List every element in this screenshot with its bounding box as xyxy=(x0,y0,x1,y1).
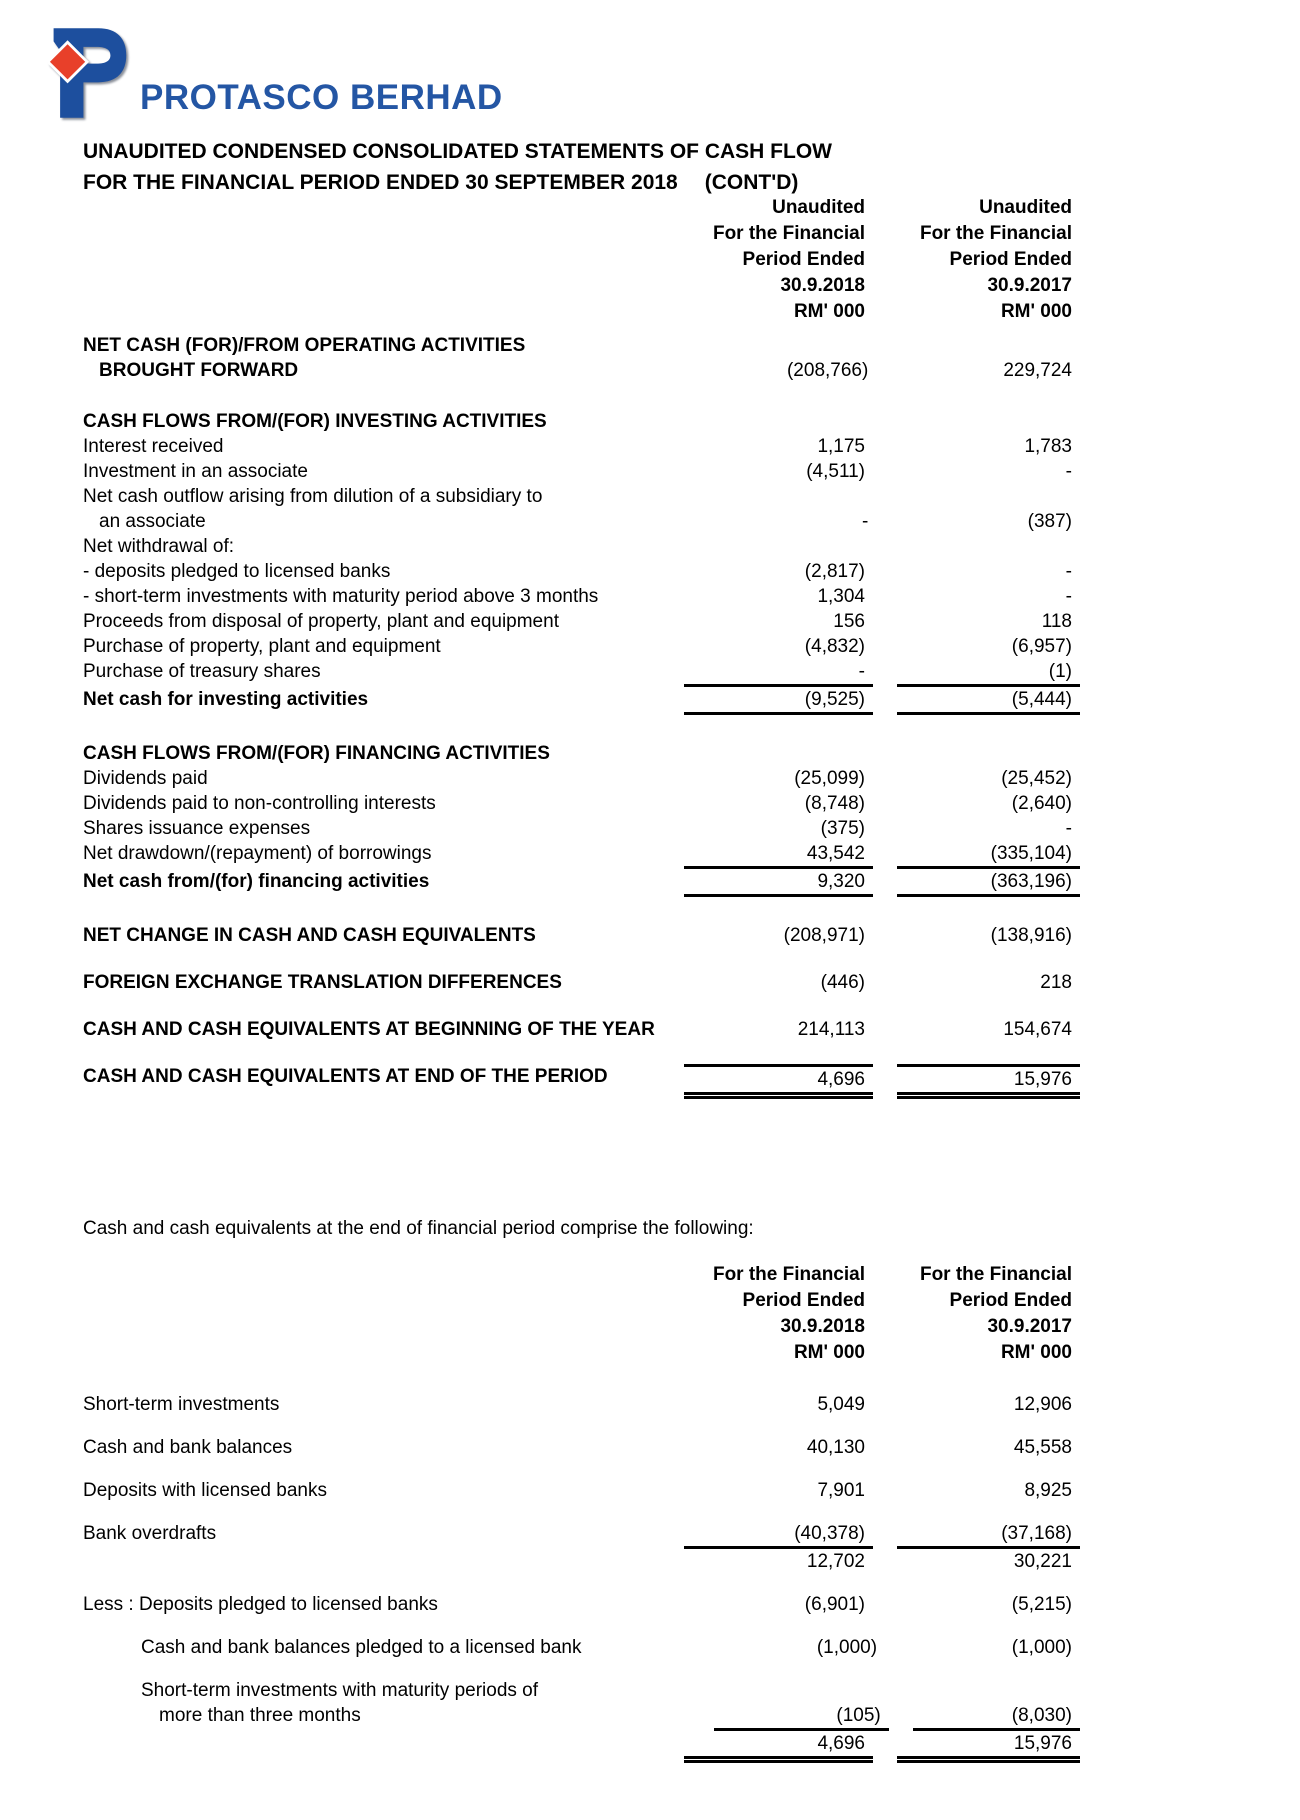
table-row xyxy=(83,1592,1080,1617)
table-row xyxy=(83,459,1080,484)
row-label: Purchase of treasury shares xyxy=(83,661,321,682)
row-value-2017: (138,916) xyxy=(990,925,1072,946)
row-label: an associate xyxy=(99,511,206,532)
row-value-2017: 12,906 xyxy=(1013,1394,1072,1415)
company-logo xyxy=(48,26,503,120)
table-row xyxy=(83,333,1080,358)
row-label: Less : Deposits pledged to licensed banks xyxy=(83,1594,438,1615)
row-spacer xyxy=(83,995,1080,1017)
row-value-2017: - xyxy=(1065,561,1072,582)
row-value-2017: 45,558 xyxy=(1013,1437,1072,1458)
row-value-2018: 214,113 xyxy=(797,1019,865,1040)
column-header-text: 30.9.2018 xyxy=(780,1316,865,1337)
row-value-2017: (2,640) xyxy=(1011,793,1072,814)
row-value-2017: - xyxy=(1065,586,1072,607)
row-value-2018: (2,817) xyxy=(804,561,865,582)
row-value-2017: (335,104) xyxy=(873,841,1080,869)
row-spacer xyxy=(83,1574,1080,1592)
row-value-2017: 15,976 xyxy=(873,1731,1080,1759)
row-value-2018: (40,378) xyxy=(680,1521,873,1549)
table-row xyxy=(83,559,1080,584)
row-value-2017: (37,168) xyxy=(873,1521,1080,1549)
row-value-2018: 43,542 xyxy=(680,841,873,869)
column-header-text: RM' 000 xyxy=(793,301,865,322)
row-spacer xyxy=(83,1042,1080,1064)
table-row xyxy=(83,741,1080,766)
row-value-2018: 40,130 xyxy=(806,1437,865,1458)
row-value-2018: (6,901) xyxy=(804,1594,865,1615)
row-value-2018: (4,832) xyxy=(804,636,865,657)
row-value-2018 xyxy=(680,484,873,509)
row-value-2017: (387) xyxy=(1027,511,1072,532)
table-row xyxy=(83,634,1080,659)
row-value-2017: 1,783 xyxy=(1024,436,1072,457)
cash-equivalents-table-header xyxy=(83,1262,1080,1366)
row-value-2018: 4,696 xyxy=(680,1064,873,1095)
row-value-2018: 1,304 xyxy=(817,586,865,607)
table-row xyxy=(83,534,1080,559)
row-label: Purchase of property, plant and equipment xyxy=(83,636,441,657)
row-value-2017: - xyxy=(1065,818,1072,839)
row-spacer xyxy=(83,948,1080,970)
column-header-text: For the Financial xyxy=(712,223,865,244)
row-value-2017: - xyxy=(1065,461,1072,482)
column-header-2017 xyxy=(873,1262,1080,1366)
row-value-2018: (446) xyxy=(820,972,865,993)
row-value-2018: 5,049 xyxy=(817,1394,865,1415)
table-row xyxy=(83,970,1080,995)
row-label: CASH AND CASH EQUIVALENTS AT END OF THE PERIOD xyxy=(83,1066,608,1087)
row-value-2018: - xyxy=(680,659,873,687)
column-header-text: Period Ended xyxy=(949,249,1072,270)
row-label: NET CASH (FOR)/FROM OPERATING ACTIVITIES xyxy=(83,335,526,356)
row-label: Net cash for investing activities xyxy=(83,689,369,710)
row-value-2018 xyxy=(680,534,873,559)
column-header-2018 xyxy=(680,195,873,325)
row-value-2018: 1,175 xyxy=(817,436,865,457)
row-value-2017: 30,221 xyxy=(1013,1551,1072,1572)
row-value-2017 xyxy=(873,741,1080,766)
row-value-2017: 8,925 xyxy=(1024,1480,1072,1501)
table-row xyxy=(83,409,1080,434)
row-label: - short-term investments with maturity period above 3 months xyxy=(83,586,599,607)
row-value-2017: (363,196) xyxy=(873,869,1080,897)
table-row xyxy=(83,1549,1080,1574)
table-row xyxy=(83,791,1080,816)
row-value-2017: 218 xyxy=(1040,972,1072,993)
row-value-2017 xyxy=(885,1678,1080,1703)
column-header-text: RM' 000 xyxy=(1000,1342,1072,1363)
row-value-2018: (1,000) xyxy=(816,1637,878,1658)
row-value-2017 xyxy=(873,534,1080,559)
row-label: Net cash from/(for) financing activities xyxy=(83,871,430,892)
table-row xyxy=(83,1703,1080,1731)
row-spacer xyxy=(83,1617,1080,1635)
row-spacer xyxy=(83,1460,1080,1478)
column-header-2017 xyxy=(873,195,1080,325)
row-label: - deposits pledged to licensed banks xyxy=(83,561,391,582)
logo-p-mark xyxy=(48,26,130,120)
table-row xyxy=(83,1731,1080,1759)
table-row xyxy=(83,1478,1080,1503)
row-label: more than three months xyxy=(159,1705,361,1726)
row-label: Investment in an associate xyxy=(83,461,308,482)
row-spacer xyxy=(83,383,1080,409)
row-spacer xyxy=(83,897,1080,923)
row-value-2018: 4,696 xyxy=(680,1731,873,1759)
column-header-text: For the Financial xyxy=(919,223,1072,244)
row-value-2018: (375) xyxy=(820,818,865,839)
row-label: Net cash outflow arising from dilution of a subsidiary to xyxy=(83,486,543,507)
row-value-2018: 12,702 xyxy=(806,1551,865,1572)
table-row xyxy=(83,841,1080,869)
table-row xyxy=(83,869,1080,897)
row-value-2017: (5,215) xyxy=(1011,1594,1072,1615)
row-label: Dividends paid to non-controlling interests xyxy=(83,793,436,814)
table-row xyxy=(83,1064,1080,1095)
column-header-text: Period Ended xyxy=(742,1290,865,1311)
period-title: FOR THE FINANCIAL PERIOD ENDED 30 SEPTEMBER 2018 xyxy=(83,171,678,194)
cash-flow-table xyxy=(83,195,1080,1095)
column-header-text: 30.9.2017 xyxy=(987,275,1072,296)
row-value-2018: 9,320 xyxy=(680,869,873,897)
row-label: Interest received xyxy=(83,436,224,457)
row-value-2018: - xyxy=(862,511,869,532)
row-label: Proceeds from disposal of property, plant and equipment xyxy=(83,611,559,632)
row-value-2018: (105) xyxy=(710,1703,888,1731)
column-header-text: For the Financial xyxy=(712,1264,865,1285)
row-spacer xyxy=(83,1660,1080,1678)
row-label: Net drawdown/(repayment) of borrowings xyxy=(83,843,432,864)
row-spacer xyxy=(83,1417,1080,1435)
cash-equivalents-table xyxy=(83,1262,1080,1759)
column-header-text: RM' 000 xyxy=(1000,301,1072,322)
column-header-text: For the Financial xyxy=(919,1264,1072,1285)
table-row xyxy=(83,434,1080,459)
row-value-2017: 15,976 xyxy=(873,1064,1080,1095)
row-label: Cash and bank balances pledged to a licensed bank xyxy=(141,1637,582,1658)
row-label: Cash and bank balances xyxy=(83,1437,293,1458)
row-value-2017: (1) xyxy=(873,659,1080,687)
row-label: CASH FLOWS FROM/(FOR) INVESTING ACTIVITIES xyxy=(83,411,547,432)
row-value-2018: (8,748) xyxy=(804,793,865,814)
row-value-2018: (25,099) xyxy=(794,768,865,789)
column-header-text: Period Ended xyxy=(949,1290,1072,1311)
row-value-2017: (8,030) xyxy=(889,1703,1080,1731)
report-title-line2 xyxy=(83,167,832,198)
table-row xyxy=(83,1017,1080,1042)
row-value-2017 xyxy=(873,484,1080,509)
row-value-2017: (6,957) xyxy=(1011,636,1072,657)
row-value-2018: (9,525) xyxy=(680,687,873,715)
row-label: Deposits with licensed banks xyxy=(83,1480,327,1501)
table-row xyxy=(83,816,1080,841)
table-row xyxy=(83,659,1080,687)
table-row xyxy=(83,609,1080,634)
comprise-note: Cash and cash equivalents at the end of financial period comprise the following: xyxy=(83,1218,754,1239)
column-header-text: Unaudited xyxy=(772,197,865,218)
column-header-text: Period Ended xyxy=(742,249,865,270)
column-header-text: Unaudited xyxy=(979,197,1072,218)
row-spacer xyxy=(83,715,1080,741)
row-label xyxy=(83,1731,680,1759)
row-value-2017 xyxy=(873,333,1080,358)
table-row xyxy=(83,1392,1080,1417)
column-header-text: RM' 000 xyxy=(793,1342,865,1363)
header-label-spacer xyxy=(83,1262,680,1366)
cash-flow-rows xyxy=(83,333,1080,1095)
row-value-2017: (1,000) xyxy=(1011,1637,1072,1658)
row-label: FOREIGN EXCHANGE TRANSLATION DIFFERENCES xyxy=(83,972,562,993)
row-value-2017: (25,452) xyxy=(1001,768,1072,789)
row-label: Bank overdrafts xyxy=(83,1523,217,1544)
row-label: NET CHANGE IN CASH AND CASH EQUIVALENTS xyxy=(83,925,536,946)
contd-label: (CONT'D) xyxy=(704,171,799,194)
cash-equivalents-rows xyxy=(83,1392,1080,1759)
report-titles xyxy=(83,136,832,198)
row-label: CASH FLOWS FROM/(FOR) FINANCING ACTIVITIES xyxy=(83,743,550,764)
row-value-2017: 229,724 xyxy=(1003,360,1072,381)
cash-flow-table-header xyxy=(83,195,1080,325)
row-label: Short-term investments xyxy=(83,1394,280,1415)
row-value-2018: (208,971) xyxy=(783,925,865,946)
column-header-2018 xyxy=(680,1262,873,1366)
row-value-2018 xyxy=(680,409,873,434)
company-name: PROTASCO BERHAD xyxy=(140,78,503,117)
row-label: Dividends paid xyxy=(83,768,208,789)
row-value-2017 xyxy=(873,409,1080,434)
row-label: BROUGHT FORWARD xyxy=(99,360,299,381)
table-row xyxy=(83,766,1080,791)
row-label: CASH AND CASH EQUIVALENTS AT BEGINNING OF THE YEAR xyxy=(83,1019,655,1040)
table-row xyxy=(83,358,1080,383)
row-value-2018 xyxy=(680,333,873,358)
row-label: Net withdrawal of: xyxy=(83,536,235,557)
table-row xyxy=(83,1521,1080,1549)
row-value-2018: (4,511) xyxy=(806,461,865,482)
report-title-line1: UNAUDITED CONDENSED CONSOLIDATED STATEMENTS OF CASH FLOW xyxy=(83,140,832,163)
row-value-2017: 154,674 xyxy=(1003,1019,1072,1040)
table-row xyxy=(83,1678,1080,1703)
row-value-2017: (5,444) xyxy=(873,687,1080,715)
row-label xyxy=(83,1549,680,1574)
row-value-2018 xyxy=(703,1678,885,1703)
table-row xyxy=(83,509,1080,534)
header-label-spacer xyxy=(83,195,680,325)
row-value-2017: 118 xyxy=(1041,611,1072,632)
table-row xyxy=(83,923,1080,948)
row-value-2018: (208,766) xyxy=(786,360,869,381)
table-row xyxy=(83,687,1080,715)
row-label: Shares issuance expenses xyxy=(83,818,311,839)
table-row xyxy=(83,584,1080,609)
row-value-2018 xyxy=(680,741,873,766)
row-value-2018: 7,901 xyxy=(817,1480,865,1501)
row-label: Short-term investments with maturity periods of xyxy=(141,1680,539,1701)
row-value-2018: 156 xyxy=(833,611,865,632)
table-row xyxy=(83,1635,1080,1660)
table-row xyxy=(83,1435,1080,1460)
column-header-text: 30.9.2018 xyxy=(780,275,865,296)
table-row xyxy=(83,484,1080,509)
row-spacer xyxy=(83,1503,1080,1521)
column-header-text: 30.9.2017 xyxy=(987,1316,1072,1337)
